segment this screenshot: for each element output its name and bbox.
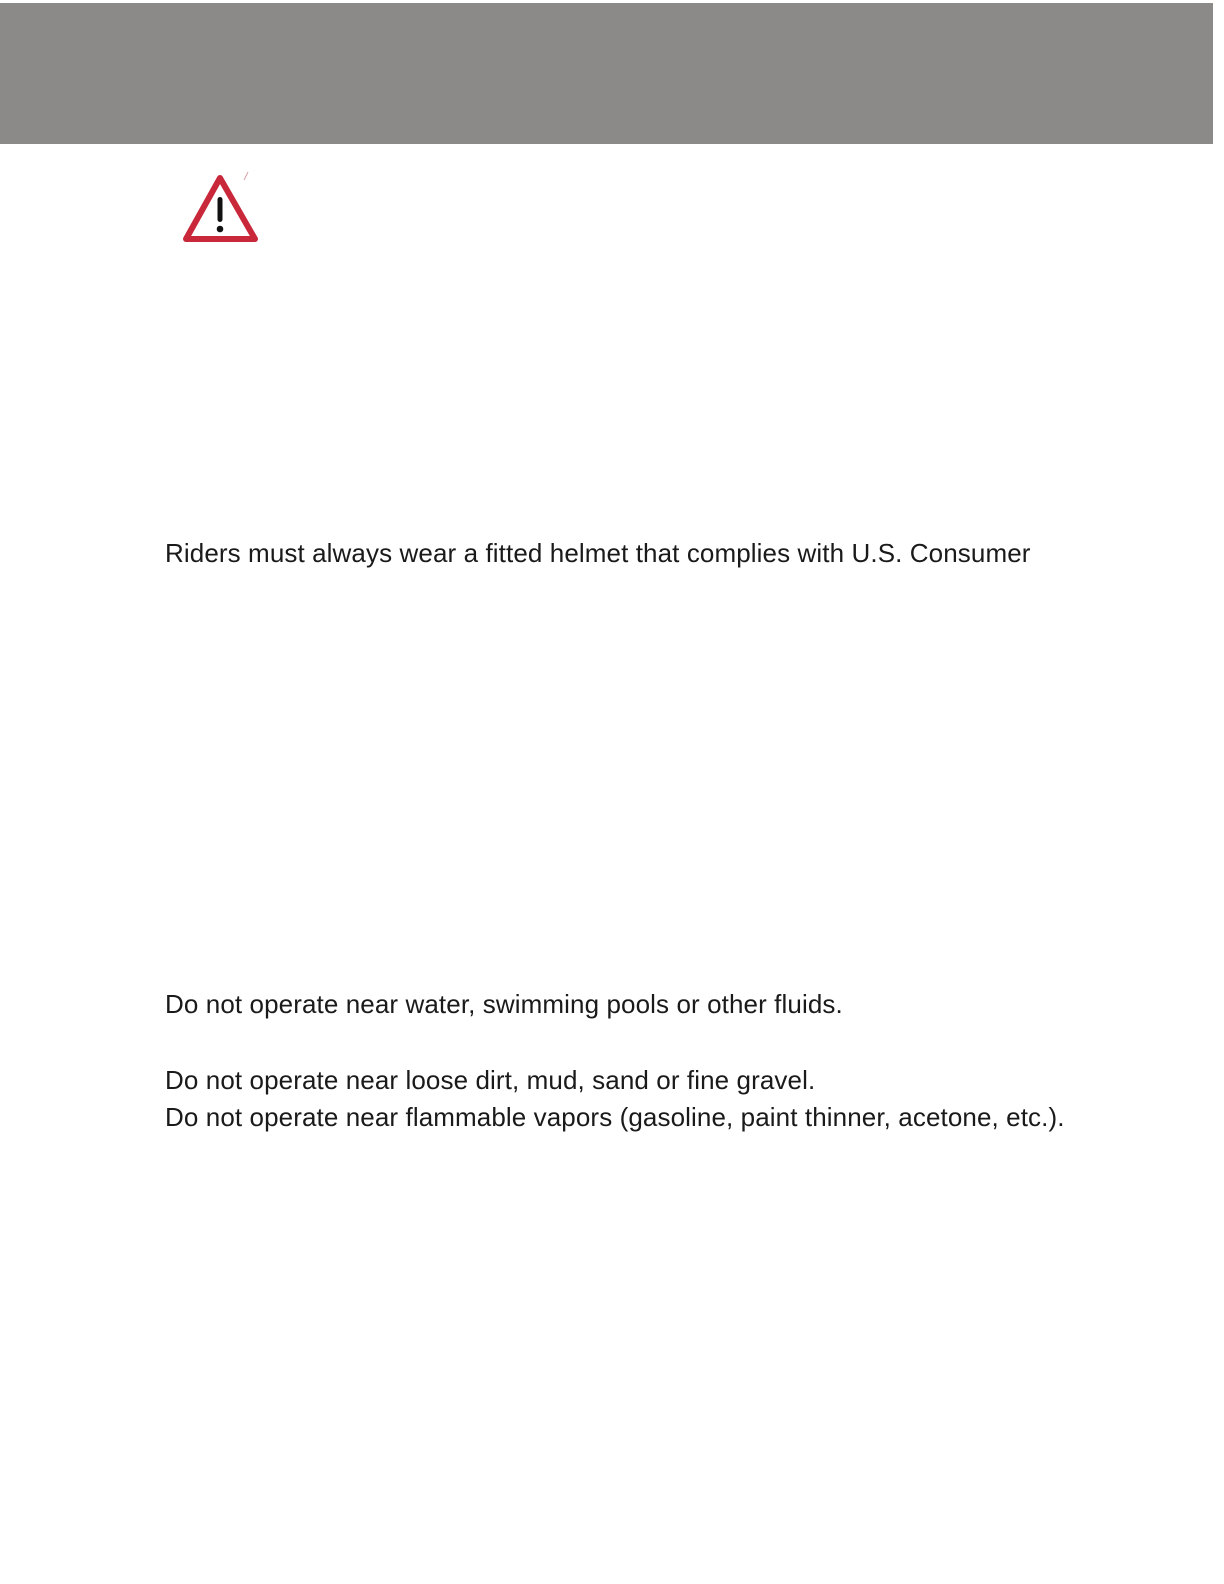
vapors-warning-text: Do not operate near flammable vapors (gasoline, paint thinner, acetone, etc.).: [165, 1102, 1065, 1132]
water-warning-text: Do not operate near water, swimming pools or other fluids.: [165, 989, 843, 1019]
dirt-warning-text: Do not operate near loose dirt, mud, sand or fine gravel.: [165, 1065, 816, 1095]
header-band: [0, 3, 1213, 144]
warning-triangle-icon: [183, 170, 259, 244]
helmet-requirement-text: Riders must always wear a fitted helmet that complies with U.S. Consumer: [165, 538, 1031, 568]
